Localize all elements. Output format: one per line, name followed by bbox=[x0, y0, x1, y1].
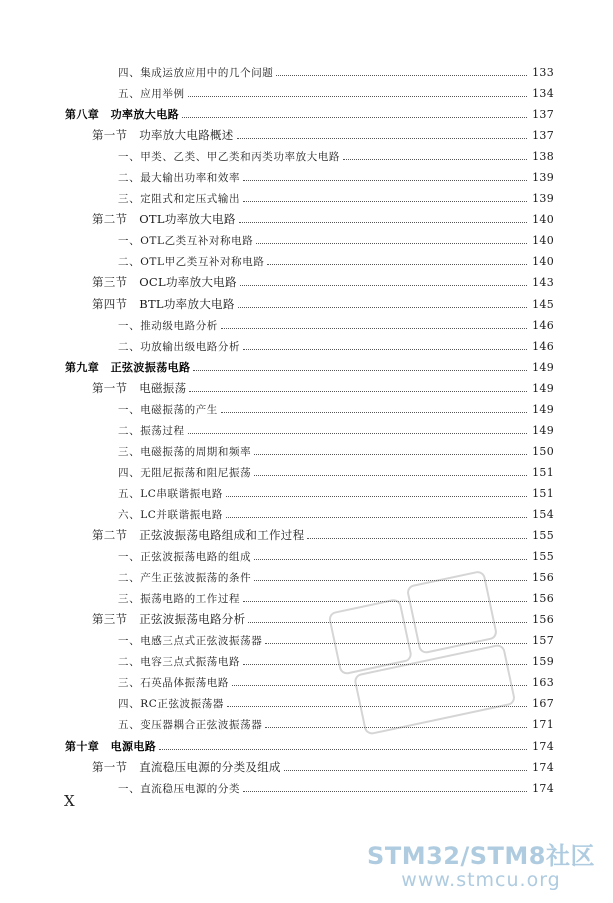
dot-leader bbox=[267, 264, 527, 265]
dot-leader bbox=[343, 159, 527, 160]
toc-subsection-entry bbox=[0, 441, 613, 462]
dot-leader bbox=[307, 538, 527, 539]
toc-entry-title: 三、振荡电路的工作过程 bbox=[118, 593, 241, 606]
toc-entry-line bbox=[118, 62, 554, 84]
toc-subsection-entry bbox=[0, 462, 613, 483]
toc-entry-line bbox=[118, 251, 554, 273]
toc-entry-page: 137 bbox=[532, 129, 554, 143]
toc-entry-line bbox=[92, 757, 554, 778]
toc-entry-title: 四、无阻尼振荡和阻尼振荡 bbox=[118, 466, 252, 479]
toc-entry-page: 174 bbox=[532, 781, 554, 795]
toc-entry-page: 156 bbox=[532, 613, 554, 627]
toc-entry-page: 139 bbox=[532, 192, 554, 206]
toc-entry-page: 149 bbox=[532, 360, 554, 374]
dot-leader bbox=[254, 475, 527, 476]
toc-entry-line bbox=[118, 504, 554, 526]
dot-leader bbox=[265, 643, 527, 644]
toc-entry-page: 140 bbox=[532, 255, 554, 269]
dot-leader bbox=[221, 412, 527, 413]
toc-entry-title: 一、推动级电路分析 bbox=[118, 319, 218, 332]
toc-entry-page: 146 bbox=[532, 318, 554, 332]
toc-entry-page: 174 bbox=[532, 760, 554, 774]
toc-entry-title: 第三节 正弦波振荡电路分析 bbox=[92, 612, 246, 627]
toc-subsection-entry bbox=[0, 630, 613, 651]
toc-entry-page: 140 bbox=[532, 234, 554, 248]
toc-entry-title: 第八章 功率放大电路 bbox=[65, 108, 179, 122]
dot-leader bbox=[284, 770, 527, 771]
toc-entry-title: 第二节 正弦波振荡电路组成和工作过程 bbox=[92, 528, 305, 543]
toc-entry-line bbox=[65, 736, 554, 757]
dot-leader bbox=[254, 580, 527, 581]
toc-entry-line bbox=[118, 146, 554, 168]
toc-entry-page: 149 bbox=[532, 381, 554, 395]
toc-subsection-entry bbox=[0, 714, 613, 735]
toc-entry-title: 二、产生正弦波振荡的条件 bbox=[118, 572, 252, 585]
toc-entry-title: 一、甲类、乙类、甲乙类和丙类功率放大电路 bbox=[118, 151, 340, 164]
toc-entry-line bbox=[118, 483, 554, 505]
toc-entry-title: 第三节 OCL功率放大电路 bbox=[92, 275, 237, 290]
toc-subsection-entry bbox=[0, 83, 613, 104]
toc-entry-line bbox=[118, 420, 554, 442]
toc-chapter-entry bbox=[0, 736, 613, 757]
toc-entry-title: 第十章 电源电路 bbox=[65, 739, 157, 753]
toc-entry-page: 150 bbox=[532, 444, 554, 458]
toc-entry-page: 134 bbox=[532, 87, 554, 101]
toc-subsection-entry bbox=[0, 315, 613, 336]
dot-leader bbox=[239, 222, 527, 223]
toc-subsection-entry bbox=[0, 693, 613, 714]
toc-entry-title: 五、LC串联谐振电路 bbox=[118, 487, 224, 500]
toc-entry-line bbox=[118, 693, 554, 715]
toc-entry-page: 140 bbox=[532, 213, 554, 227]
toc-entry-page: 156 bbox=[532, 592, 554, 606]
dot-leader bbox=[243, 201, 527, 202]
toc-chapter-entry bbox=[0, 357, 613, 378]
toc-entry-page: 133 bbox=[532, 66, 554, 79]
toc-section-entry bbox=[0, 294, 613, 315]
dot-leader bbox=[226, 517, 527, 518]
toc-entry-title: 第一节 功率放大电路概述 bbox=[92, 128, 234, 143]
dot-leader bbox=[226, 496, 527, 497]
toc-entry-line bbox=[118, 315, 554, 337]
dot-leader bbox=[276, 75, 527, 76]
toc-entry-title: 四、集成运放应用中的几个问题 bbox=[118, 67, 274, 79]
toc-entry-title: 二、最大输出功率和效率 bbox=[118, 172, 241, 185]
toc-subsection-entry bbox=[0, 672, 613, 693]
dot-leader bbox=[232, 685, 527, 686]
toc-entry-page: 154 bbox=[532, 507, 554, 521]
dot-leader bbox=[243, 664, 527, 665]
toc-entry-page: 156 bbox=[532, 571, 554, 585]
toc-entry-page: 139 bbox=[532, 171, 554, 185]
toc-entry-line bbox=[118, 83, 554, 105]
toc-section-entry bbox=[0, 209, 613, 230]
toc-section-entry bbox=[0, 757, 613, 778]
toc-entry-line bbox=[92, 294, 554, 315]
toc-entry-line bbox=[118, 630, 554, 652]
toc-entry-line bbox=[92, 378, 554, 399]
toc-entry-line bbox=[92, 125, 554, 146]
dot-leader bbox=[193, 370, 527, 371]
toc-entry-page: 138 bbox=[532, 150, 554, 164]
toc-entry-title: 第九章 正弦波振荡电路 bbox=[65, 360, 191, 374]
dot-leader bbox=[188, 96, 527, 97]
dot-leader bbox=[227, 706, 527, 707]
dot-leader bbox=[182, 117, 527, 118]
toc-section-entry bbox=[0, 525, 613, 546]
toc-entry-title: 一、直流稳压电源的分类 bbox=[118, 782, 241, 795]
toc-entry-title: 第四节 BTL功率放大电路 bbox=[92, 296, 235, 311]
toc-subsection-entry bbox=[0, 62, 613, 83]
toc-entry-line bbox=[118, 714, 554, 736]
dot-leader bbox=[243, 180, 527, 181]
toc-entry-page: 146 bbox=[532, 339, 554, 353]
toc-entry-title: 五、应用举例 bbox=[118, 88, 185, 101]
toc-subsection-entry bbox=[0, 504, 613, 525]
toc-entry-line bbox=[118, 778, 554, 800]
dot-leader bbox=[254, 454, 527, 455]
toc-entry-title: 第二节 OTL功率放大电路 bbox=[92, 212, 236, 227]
toc-entry-line bbox=[118, 336, 554, 358]
toc-subsection-entry bbox=[0, 588, 613, 609]
dot-leader bbox=[254, 559, 527, 560]
toc-entry-title: 三、定阻式和定压式输出 bbox=[118, 193, 241, 206]
toc-entry-page: 145 bbox=[532, 297, 554, 311]
toc-entry-line bbox=[118, 546, 554, 568]
toc-section-entry bbox=[0, 272, 613, 293]
toc-section-entry bbox=[0, 378, 613, 399]
toc-chapter-entry bbox=[0, 104, 613, 125]
toc-entry-page: 143 bbox=[532, 276, 554, 290]
toc-entry-line bbox=[118, 651, 554, 673]
toc-subsection-entry bbox=[0, 399, 613, 420]
dot-leader bbox=[243, 349, 527, 350]
toc-entry-page: 174 bbox=[532, 739, 554, 753]
toc-entry-title: 第一节 直流稳压电源的分类及组成 bbox=[92, 759, 281, 774]
toc-entry-title: 三、电磁振荡的周期和频率 bbox=[118, 445, 252, 458]
toc-entry-title: 五、变压器耦合正弦波振荡器 bbox=[118, 719, 263, 732]
toc-entry-line bbox=[118, 672, 554, 694]
site-watermark bbox=[367, 843, 595, 891]
toc-entry-line bbox=[118, 588, 554, 610]
toc-entry-line bbox=[92, 209, 554, 230]
toc-entry-page: 155 bbox=[532, 529, 554, 543]
toc-entry-title: 二、振荡过程 bbox=[118, 424, 185, 437]
toc-entry-page: 155 bbox=[532, 550, 554, 564]
toc-entry-title: 二、电容三点式振荡电路 bbox=[118, 656, 241, 669]
dot-leader bbox=[243, 601, 527, 602]
toc-entry-line bbox=[118, 567, 554, 589]
toc-entry-title: 三、石英晶体振荡电路 bbox=[118, 677, 229, 690]
toc-subsection-entry bbox=[0, 146, 613, 167]
toc-entry-page: 163 bbox=[532, 676, 554, 690]
dot-leader bbox=[189, 391, 527, 392]
dot-leader bbox=[238, 307, 527, 308]
toc-entry-page: 149 bbox=[532, 423, 554, 437]
toc-entry-page: 149 bbox=[532, 402, 554, 416]
toc-subsection-entry bbox=[0, 778, 613, 799]
dot-leader bbox=[256, 243, 527, 244]
dot-leader bbox=[237, 138, 527, 139]
watermark-url: www.stmcu.org bbox=[401, 869, 561, 891]
dot-leader bbox=[248, 622, 527, 623]
toc-subsection-entry bbox=[0, 483, 613, 504]
watermark-title: STM32/STM8社区 bbox=[367, 842, 595, 870]
toc-subsection-entry bbox=[0, 420, 613, 441]
dot-leader bbox=[243, 791, 527, 792]
page-number-roman: X bbox=[64, 792, 75, 810]
toc-subsection-entry bbox=[0, 546, 613, 567]
toc-entry-line bbox=[118, 399, 554, 421]
toc-entry-line bbox=[92, 609, 554, 630]
toc-entry-line bbox=[65, 357, 554, 378]
toc-entry-line bbox=[118, 167, 554, 189]
toc-entry-title: 一、电感三点式正弦波振荡器 bbox=[118, 635, 263, 648]
table-of-contents bbox=[0, 62, 613, 799]
toc-section-entry bbox=[0, 125, 613, 146]
toc-entry-line bbox=[118, 188, 554, 210]
toc-entry-line bbox=[92, 272, 554, 293]
dot-leader bbox=[159, 749, 527, 750]
toc-entry-line bbox=[118, 230, 554, 252]
dot-leader bbox=[188, 433, 527, 434]
dot-leader bbox=[221, 328, 527, 329]
toc-subsection-entry bbox=[0, 651, 613, 672]
toc-entry-page: 137 bbox=[532, 108, 554, 122]
toc-section-entry bbox=[0, 609, 613, 630]
toc-entry-line bbox=[65, 104, 554, 125]
toc-entry-title: 二、功放输出级电路分析 bbox=[118, 340, 241, 353]
toc-entry-title: 第一节 电磁振荡 bbox=[92, 380, 187, 395]
toc-entry-page: 159 bbox=[532, 655, 554, 669]
toc-entry-title: 一、电磁振荡的产生 bbox=[118, 403, 218, 416]
toc-entry-line bbox=[118, 462, 554, 484]
dot-leader bbox=[240, 285, 527, 286]
dot-leader bbox=[265, 727, 527, 728]
toc-entry-page: 151 bbox=[532, 465, 554, 479]
toc-entry-page: 167 bbox=[532, 697, 554, 711]
toc-entry-line bbox=[118, 441, 554, 463]
toc-subsection-entry bbox=[0, 167, 613, 188]
toc-entry-page: 151 bbox=[532, 486, 554, 500]
toc-subsection-entry bbox=[0, 188, 613, 209]
toc-entry-title: 一、OTL乙类互补对称电路 bbox=[118, 235, 254, 248]
toc-entry-title: 二、OTL甲乙类互补对称电路 bbox=[118, 256, 265, 269]
toc-entry-title: 一、正弦波振荡电路的组成 bbox=[118, 551, 252, 564]
toc-entry-line bbox=[92, 525, 554, 546]
toc-subsection-entry bbox=[0, 230, 613, 251]
toc-entry-title: 六、LC并联谐振电路 bbox=[118, 508, 224, 521]
toc-entry-title: 四、RC正弦波振荡器 bbox=[118, 698, 224, 711]
toc-subsection-entry bbox=[0, 251, 613, 272]
toc-subsection-entry bbox=[0, 567, 613, 588]
toc-entry-page: 171 bbox=[532, 718, 554, 732]
toc-subsection-entry bbox=[0, 336, 613, 357]
toc-entry-page: 157 bbox=[532, 634, 554, 648]
